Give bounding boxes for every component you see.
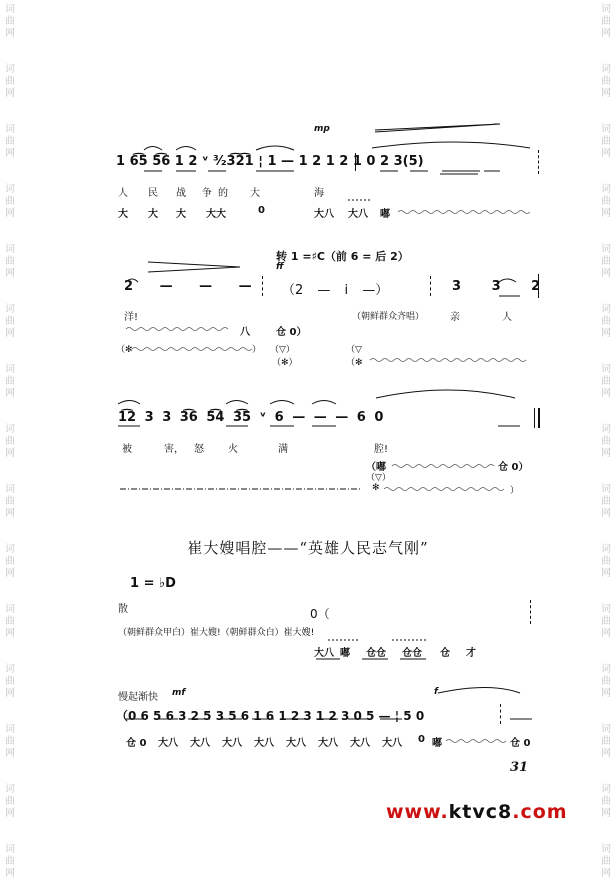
perc-syllable: 大八	[190, 738, 210, 749]
watermark-mark: 词曲网	[601, 304, 611, 339]
perc-syllable: 嘟	[432, 738, 442, 749]
perc-syllable: 0	[418, 734, 425, 745]
lyric: 被	[122, 444, 132, 455]
lyric: 海	[314, 188, 324, 199]
lyric: 火	[228, 444, 238, 455]
perc-syllable: 仓 0）	[498, 462, 529, 473]
lyric: 腔!	[374, 444, 389, 455]
watermark-mark: 词曲网	[5, 364, 15, 399]
watermark-mark: 词曲网	[5, 844, 15, 879]
watermark-mark: 词曲网	[601, 4, 611, 39]
watermark-mark: 词曲网	[601, 424, 611, 459]
watermark-mark: 词曲网	[601, 124, 611, 159]
watermark-mark: 词曲网	[601, 604, 611, 639]
barline-dashed	[500, 704, 501, 724]
dynamic-ff: ff	[276, 262, 284, 272]
perc-symbol: （▽）	[270, 345, 295, 355]
watermark-mark: 词曲网	[601, 484, 611, 519]
perc-syllable: （嘟	[366, 462, 386, 473]
perc-syllable: 仓仓	[402, 648, 422, 659]
lyric: 洋!	[124, 312, 139, 323]
dynamic-mp: mp	[314, 124, 330, 134]
perc-syllable: 嘟	[380, 209, 390, 220]
system2-notes-c: 3 3 2	[452, 279, 541, 294]
system2-notes-b: （2 — i —）	[282, 283, 389, 298]
perc-syllable: 大大	[206, 209, 226, 220]
dynamic-mf: mf	[172, 688, 186, 698]
slur	[144, 147, 162, 151]
watermark-mark: 词曲网	[601, 664, 611, 699]
perc-syllable: 八	[240, 327, 250, 338]
system3-notes: 1͡2 3 3 3͡6 5͡4 3͡5 ᵛ 6 — — — 6 0	[118, 410, 384, 425]
perc-syllable: 大八	[314, 648, 334, 659]
perc-syllable: 大八	[158, 738, 178, 749]
watermark-mark: 词曲网	[601, 64, 611, 99]
lyric: 人	[118, 188, 128, 199]
site-watermark[interactable]	[386, 801, 568, 823]
perc-symbol: （✻	[116, 345, 133, 355]
perc-syllable: 仓仓	[366, 648, 386, 659]
perc-syllable: 大八	[286, 738, 306, 749]
watermark-mark: 词曲网	[5, 784, 15, 819]
perc-symbol: （✻	[346, 358, 363, 368]
watermark-mark: 词曲网	[5, 604, 15, 639]
slur	[256, 146, 294, 150]
perc-syllable: 仓 0	[126, 738, 147, 749]
watermark-mark: 词曲网	[601, 724, 611, 759]
watermark-mark: 词曲网	[5, 64, 15, 99]
watermark-mark: 词曲网	[5, 724, 15, 759]
perc-symbol: （▽）	[366, 473, 391, 483]
lyric: 怒	[194, 444, 204, 455]
lyric: 满	[278, 444, 288, 455]
lyric: 亲	[450, 312, 460, 323]
barline-dashed	[530, 600, 531, 624]
perc-syllable: 大八	[254, 738, 274, 749]
barline-dashed	[262, 276, 263, 296]
perc-syllable: 大	[148, 209, 158, 220]
chorus-note: （朝鲜群众齐唱）	[352, 312, 425, 322]
lyric: 争	[202, 188, 212, 199]
watermark-mark: 词曲网	[5, 664, 15, 699]
crescendo-hairpin	[375, 124, 500, 132]
watermark-mark: 词曲网	[5, 424, 15, 459]
perc-symbol: ）	[510, 486, 520, 496]
perc-syllable: 大八	[222, 738, 242, 749]
watermark-mark: 词曲网	[601, 364, 611, 399]
final-barline	[534, 408, 535, 428]
tempo-marking: 散	[118, 604, 128, 615]
watermark-mark: 词曲网	[601, 784, 611, 819]
perc-syllable: 仓 0	[510, 738, 531, 749]
perc-syllable: 大	[118, 209, 128, 220]
watermark-mark: 词曲网	[601, 244, 611, 279]
watermark-mark: 词曲网	[5, 184, 15, 219]
site-part: .com	[512, 801, 568, 823]
site-part: ktvc8	[448, 801, 513, 823]
perc-syllable: 大	[176, 209, 186, 220]
perc-syllable: 仓 0）	[276, 327, 307, 338]
watermark-mark: 词曲网	[601, 544, 611, 579]
watermark-mark: 词曲网	[5, 484, 15, 519]
perc-symbol: ✻	[372, 483, 380, 493]
watermark-mark: 词曲网	[5, 124, 15, 159]
perc-syllable: 大八	[314, 209, 334, 220]
perc-symbol: （▽	[346, 345, 362, 355]
slur	[176, 147, 196, 151]
perc-symbol: （✻）	[272, 358, 298, 368]
lyric: 大	[250, 188, 260, 199]
dynamic-f: f	[434, 687, 438, 697]
perc-syllable: 大八	[348, 209, 368, 220]
watermark-mark: 词曲网	[601, 184, 611, 219]
modulation: 转 1 =♯C（前 6 = 后 2）	[276, 250, 409, 263]
watermark-mark: 词曲网	[5, 244, 15, 279]
dialog: （朝鲜群众甲白）崔大嫂!（朝鲜群众白）崔大嫂!	[118, 628, 315, 638]
key-signature: 1 = ♭D	[130, 576, 176, 591]
system5-notes: （0 6 5 6 3 2 5 3 5 6 1 6 1 2 3 1 2 3 0 5 — ¦ 5 0	[116, 709, 425, 723]
barline-dashed	[430, 276, 431, 296]
site-part: www.	[386, 801, 449, 823]
tempo-marking: 慢起渐快	[118, 692, 158, 703]
watermark-mark: 词曲网	[5, 4, 15, 39]
lyric: 民	[148, 188, 158, 199]
perc-syllable: 大八	[318, 738, 338, 749]
perc-syllable: 嘟	[340, 648, 350, 659]
section-title: 崔大嫂唱腔——“英雄人民志气刚”	[187, 539, 429, 557]
perc-syllable: 大八	[382, 738, 402, 749]
watermark-mark: 词曲网	[5, 304, 15, 339]
rest-marking: 0（	[310, 607, 330, 621]
perc-symbol: ）	[252, 345, 262, 355]
perc-syllable: 才	[466, 648, 476, 659]
slur	[372, 142, 530, 148]
system1-notes: 1 6͡5 5͡6 1 2 ᵛ ³⁄₂3͡2͡1 ¦ 1 — 1 2 1 2 1 0 2 3(5)	[116, 154, 424, 169]
perc-syllable: 0	[258, 205, 265, 216]
lyric: 人	[502, 312, 512, 323]
perc-syllable: 大八	[350, 738, 370, 749]
lyric: 战	[176, 188, 186, 199]
watermark-mark: 词曲网	[601, 844, 611, 879]
lyric: 害，	[164, 444, 184, 455]
system2-notes-a: 2 — — —	[124, 279, 252, 294]
barline-dashed	[538, 150, 539, 174]
watermark-mark: 词曲网	[5, 544, 15, 579]
final-barline	[538, 408, 540, 428]
page-number: 31	[510, 760, 529, 775]
lyric: 的	[218, 188, 228, 199]
perc-syllable: 仓	[440, 648, 450, 659]
